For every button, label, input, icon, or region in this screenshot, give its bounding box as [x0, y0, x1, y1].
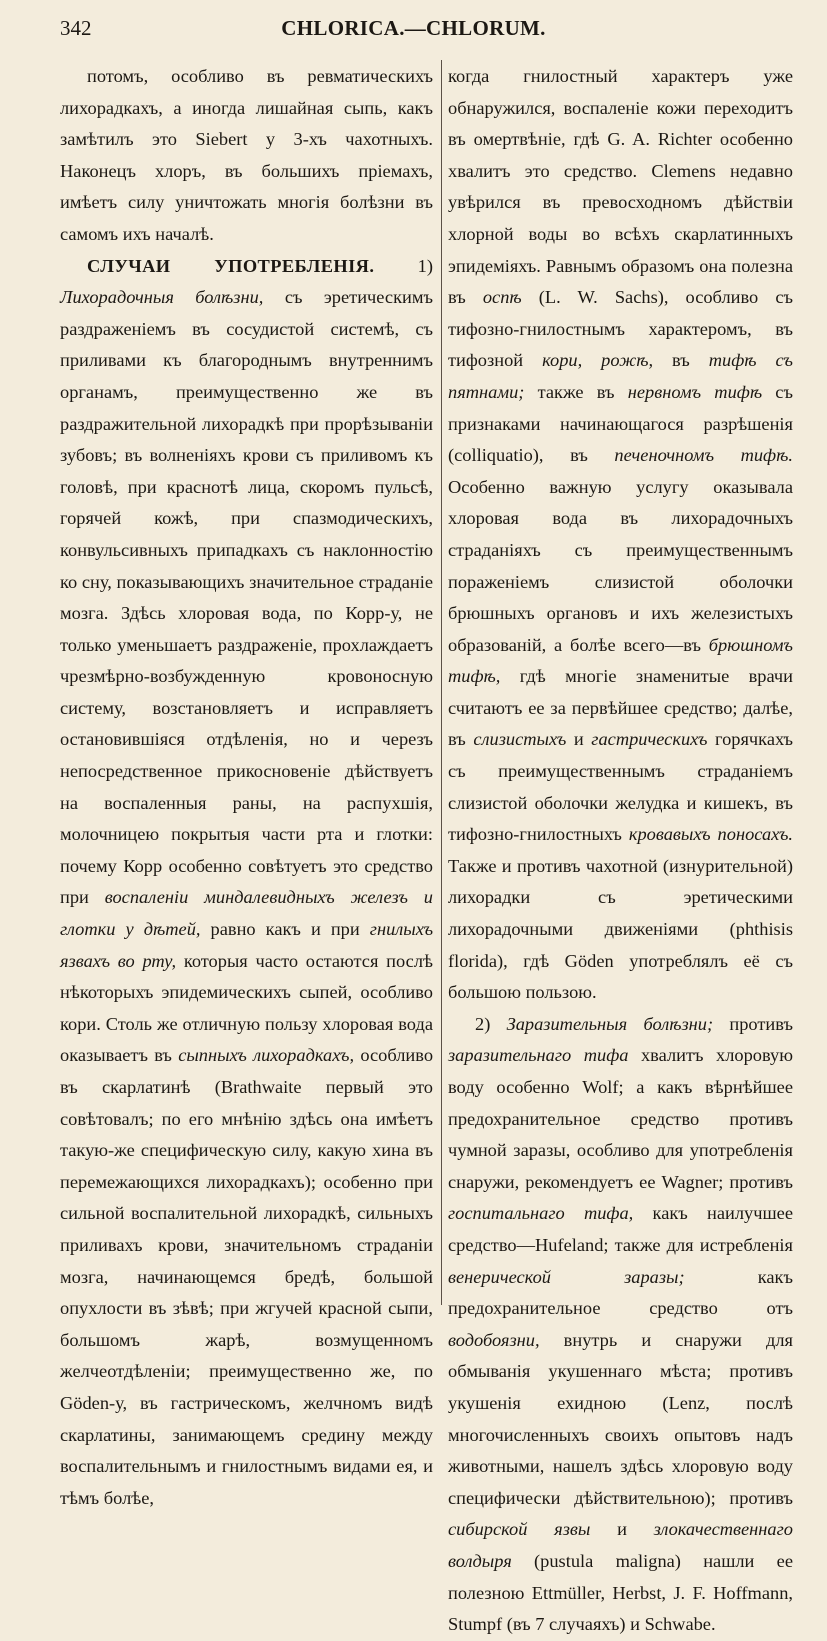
text-run: и [573, 729, 584, 750]
paragraph [60, 251, 433, 1515]
term: Лихорадочныя болѣзни, [60, 287, 264, 308]
text-run: (pustula maligna) нашли ее полезною Ettmüller, Herbst, J. F. Hoffmann, Stumpf (въ 7 случаяхъ) и Schwabe. [448, 1550, 793, 1635]
term: водобоязни, [448, 1329, 540, 1350]
section-heading: СЛУЧАИ УПОТРЕБЛЕНІЯ. [87, 255, 375, 276]
text-run: равно какъ и при [210, 919, 360, 940]
running-head: CHLORICA.—CHLORUM. [281, 16, 546, 40]
text-run: съ признаками начинающагося разрѣшенія (colliquatio), въ [448, 381, 793, 466]
text-run: съ эретическимъ раздраженіемъ въ сосудистой системѣ, съ приливами къ благороднымъ внутреннимъ органамъ, преимущественно же въ раздражительной лихорадкѣ при прорѣзываніи зубовъ; въ волненіяхъ крови съ приливомъ къ головѣ, при краснотѣ лица, скоромъ пульсѣ, горячей кожѣ, при спазмодическихъ, конвульсивныхъ припадкахъ съ наклонностію ко сну, показывающихъ значительное страданіе мозга. Здѣсь хлоровая вода, по Корр-у, не только уменьшаетъ раздраженіе, прохлаждаетъ чрезмѣрно-возбужденную кровоносную систему, возстановляетъ и исправляетъ остановившіяся отдѣленія, но и черезъ непосредственное прикосновеніе дѣйствуетъ на воспаленныя раны, на распухшія, молочницею покрытыя части рта и глотки: почему Корр особенно совѣтуетъ это средство при [60, 287, 433, 908]
text-run: противъ [729, 1013, 793, 1034]
text-run: особливо въ скарлатинѣ (Brathwaite первый это совѣтовалъ; по его мнѣнію здѣсь она имѣетъ такую-же специфическую силу, какую хина въ перемежающихся лихорадкахъ); особенно при сильной воспалительной лихорадкѣ, сильныхъ приливахъ крови, значительномъ страданіи мозга, начинающемся бредѣ, большой опухлости въ зѣвѣ; при жгучей красной сыпи, большомъ жарѣ, возмущенномъ желчеотдѣленіи; преимущественно же, по Göden-у, въ гастрическомъ, желчномъ видѣ скарлатины, занимающемъ средину между воспалительнымъ и гнилостнымъ видами ея, и тѣмъ болѣе, [60, 1045, 434, 1508]
text-run: когда гнилостный характеръ уже обнаружился, воспаленіе кожи переходитъ въ омертвѣніе, гдѣ G. A. Richter особенно хвалитъ это средство. Clemens недавно увѣрился въ превосходномъ дѣйствіи хлорной воды во всѣхъ скарлатинныхъ эпидеміяхъ. Равнымъ образомъ она полезна въ [448, 66, 793, 308]
list-number: 2) [475, 1013, 491, 1034]
term: слизистыхъ [473, 729, 567, 750]
left-column [60, 61, 433, 1514]
page-header [0, 16, 827, 50]
text-run: (L. W. Sachs), особливо съ тифозно-гнилостнымъ характеромъ, въ тифозной [448, 287, 793, 371]
text-run: которыя часто остаются послѣ нѣкоторыхъ эпидемическихъ сыпей, особливо кори. Столь же отличную пользу хлоровая вода оказываетъ въ [60, 950, 433, 1066]
text-run: гдѣ многіе знаменитые врачи считаютъ ее за первѣйшее средство; далѣе, въ [448, 666, 793, 750]
list-number: 1) [417, 255, 433, 276]
text-run: и [617, 1519, 627, 1540]
term: печеночномъ тифѣ. [614, 445, 793, 466]
text-run: какъ предохранительное средство отъ [448, 1266, 793, 1319]
term: злокачественнаго волдыря [448, 1519, 793, 1571]
term: венерической заразы; [448, 1266, 685, 1287]
paragraph [448, 1009, 793, 1641]
text-run: также въ [537, 381, 615, 402]
text-run: Особенно важную услугу оказывала хлоровая вода въ лихорадочныхъ страданіяхъ съ преимущественнымъ пораженіемъ слизистой оболочки брюшныхъ органовъ и ихъ железистыхъ образованій, а болѣе всего—въ [448, 476, 793, 655]
text-run: какъ наилучшее средство—Hufeland; также для истребленія [448, 1203, 793, 1255]
paragraph [448, 61, 793, 1009]
term: гастрическихъ [591, 729, 708, 750]
term: нервномъ тифѣ [627, 381, 763, 402]
term: кори, рожѣ, [542, 350, 654, 371]
page-number: 342 [60, 16, 92, 40]
text-run: хвалитъ хлоровую воду особенно Wolf; а какъ вѣрнѣйшее предохранительное средство противъ чумной заразы, особливо для употребленія снаружи, рекомендуетъ ее Wagner; противъ [448, 1045, 793, 1192]
term: сыпныхъ лихорадкахъ, [178, 1045, 355, 1066]
text-run: Также и противъ чахотной (изнурительной) лихорадки съ эретическими лихорадочными движеніями (phthisis florida), гдѣ Göden употреблялъ её съ большою пользою. [448, 855, 793, 1003]
term: кровавыхъ поносахъ. [628, 824, 793, 845]
term: брюшномъ тифѣ, [448, 634, 793, 687]
term: тифѣ съ пятнами; [448, 350, 793, 402]
paragraph: потомъ, особливо въ ревматическихъ лихорадкахъ, а иногда лишайная сыпь, какъ замѣтилъ это Siebert у 3-хъ чахотныхъ. Наконецъ хлоръ, въ большихъ пріемахъ, имѣетъ силу уничтожать многія болѣзни въ самомъ ихъ началѣ. [60, 66, 433, 244]
term: заразительнаго тифа [448, 1045, 629, 1066]
term: гнилыхъ язвахъ во рту, [60, 919, 433, 971]
term: сибирской язвы [448, 1519, 591, 1540]
term: воспаленіи миндалевидныхъ железъ и глотки у дѣтей, [60, 887, 433, 940]
column-divider [441, 60, 442, 1305]
text-run: внутрь и снаружи для обмыванія укушеннаго мѣста; противъ укушенія ехидною (Lenz, послѣ многочисленныхъ своихъ опытовъ надъ животными, нашелъ здѣсь хлоровую воду специфически дѣйствительною); противъ [448, 1329, 793, 1508]
right-column [448, 61, 793, 1641]
term: Заразительныя болѣзни; [506, 1013, 714, 1034]
term: оспѣ [482, 287, 522, 308]
text-run: горячкахъ съ преимущественнымъ страданіемъ слизистой оболочки желудка и кишекъ, въ тифозно-гнилостныхъ [448, 729, 793, 845]
term: госпитальнаго тифа, [448, 1203, 634, 1224]
text-run: въ [672, 350, 690, 371]
